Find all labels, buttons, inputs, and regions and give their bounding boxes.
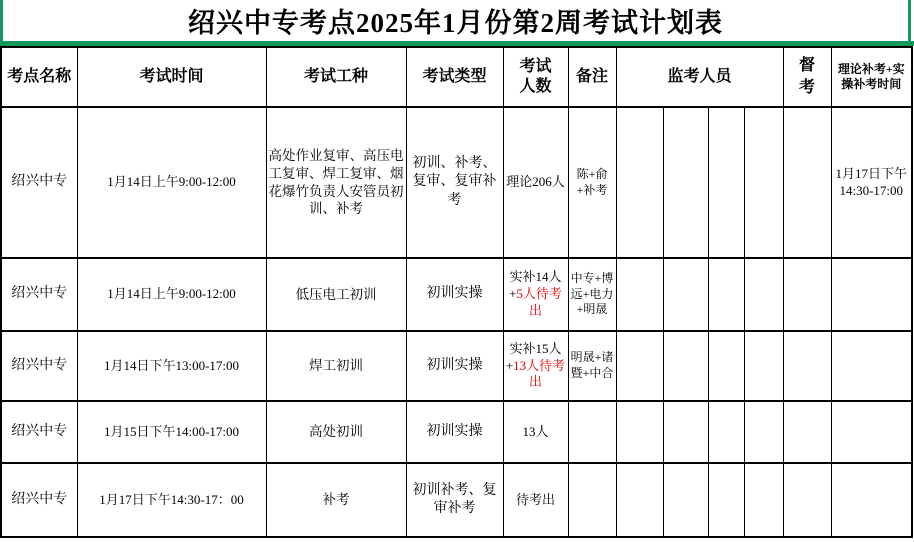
proctor-cell[interactable] (663, 331, 708, 401)
supervisor-cell[interactable] (783, 331, 831, 401)
header-site[interactable]: 考点名称 (1, 47, 77, 107)
note-cell[interactable]: 明晟+诸暨+中合 (568, 331, 616, 401)
page-title: 绍兴中专考点2025年1月份第2周考试计划表 (188, 8, 723, 38)
proctor-cell[interactable] (708, 331, 744, 401)
supervisor-cell[interactable] (783, 463, 831, 537)
proctor-cell[interactable] (744, 331, 783, 401)
count-black-text: 实补15人+ (505, 340, 562, 373)
proctor-cell[interactable] (744, 107, 783, 258)
header-type[interactable]: 考试类型 (406, 47, 503, 107)
count-cell[interactable] (503, 331, 568, 401)
title-bar (0, 0, 911, 41)
retake-cell[interactable] (831, 331, 912, 401)
proctor-cell[interactable] (708, 401, 744, 463)
trade-cell[interactable]: 焊工初训 (266, 331, 406, 401)
header-proctors[interactable]: 监考人员 (616, 47, 783, 107)
note-cell[interactable] (568, 463, 616, 537)
type-cell[interactable]: 初训补考、复审补考 (406, 463, 503, 537)
proctor-cell[interactable] (708, 463, 744, 537)
time-cell[interactable]: 1月15日下午14:00-17:00 (77, 401, 266, 463)
proctor-cell[interactable] (744, 258, 783, 331)
proctor-cell[interactable] (616, 463, 663, 537)
retake-cell[interactable] (831, 258, 912, 331)
count-cell[interactable] (503, 401, 568, 463)
trade-cell[interactable]: 补考 (266, 463, 406, 537)
count-black-text: 待考出 (515, 491, 555, 507)
table-row (1, 258, 912, 331)
count-red-text: 5人待考出 (516, 286, 562, 318)
proctor-cell[interactable] (663, 258, 708, 331)
note-cell[interactable]: 中专+博远+电力+明晟 (568, 258, 616, 331)
retake-cell[interactable] (831, 401, 912, 463)
site-cell[interactable]: 绍兴中专 (1, 258, 77, 331)
trade-cell[interactable]: 高处作业复审、高压电工复审、焊工复审、烟花爆竹负责人安管员初训、补考 (266, 107, 406, 258)
proctor-cell[interactable] (744, 463, 783, 537)
proctor-cell[interactable] (616, 331, 663, 401)
type-cell[interactable]: 初训实操 (406, 401, 503, 463)
header-retake[interactable]: 理论补考+实操补考时间 (831, 47, 912, 107)
retake-cell[interactable] (831, 463, 912, 537)
header-supervisor[interactable] (783, 47, 831, 107)
header-count[interactable] (503, 47, 568, 107)
proctor-cell[interactable] (616, 258, 663, 331)
exam-plan-table (0, 46, 913, 538)
time-cell[interactable]: 1月14日下午13:00-17:00 (77, 331, 266, 401)
header-count-label: 考试人数 (519, 57, 552, 95)
table-row (1, 331, 912, 401)
proctor-cell[interactable] (708, 258, 744, 331)
proctor-cell[interactable] (616, 107, 663, 258)
type-cell[interactable]: 初训、补考、复审、复审补考 (406, 107, 503, 258)
header-note[interactable]: 备注 (568, 47, 616, 107)
supervisor-cell[interactable] (783, 401, 831, 463)
type-cell[interactable]: 初训实操 (406, 258, 503, 331)
site-cell[interactable]: 绍兴中专 (1, 401, 77, 463)
count-cell[interactable] (503, 107, 568, 258)
table-row (1, 401, 912, 463)
table-row (1, 463, 912, 537)
note-cell[interactable]: 陈+俞+补考 (568, 107, 616, 258)
supervisor-cell[interactable] (783, 107, 831, 258)
header-time[interactable]: 考试时间 (77, 47, 266, 107)
retake-cell[interactable]: 1月17日下午14:30-17:00 (831, 107, 912, 258)
trade-cell[interactable]: 低压电工初训 (266, 258, 406, 331)
proctor-cell[interactable] (663, 401, 708, 463)
time-cell[interactable]: 1月14日上午9:00-12:00 (77, 107, 266, 258)
proctor-cell[interactable] (616, 401, 663, 463)
count-black-text: 13人 (522, 423, 549, 439)
count-cell[interactable] (503, 463, 568, 537)
supervisor-cell[interactable] (783, 258, 831, 331)
type-cell[interactable]: 初训实操 (406, 331, 503, 401)
header-trade[interactable]: 考试工种 (266, 47, 406, 107)
time-cell[interactable]: 1月14日上午9:00-12:00 (77, 258, 266, 331)
table-row (1, 107, 912, 258)
proctor-cell[interactable] (744, 401, 783, 463)
proctor-cell[interactable] (663, 463, 708, 537)
count-black-text: 实补14人+ (509, 269, 562, 302)
proctor-cell[interactable] (663, 107, 708, 258)
count-black-text: 理论206人 (506, 174, 565, 190)
trade-cell[interactable]: 高处初训 (266, 401, 406, 463)
site-cell[interactable]: 绍兴中专 (1, 463, 77, 537)
count-cell[interactable] (503, 258, 568, 331)
proctor-cell[interactable] (708, 107, 744, 258)
header-row (1, 47, 912, 107)
count-red-text: 13人待考出 (513, 357, 566, 390)
header-supervisor-label: 督考 (799, 57, 816, 96)
time-cell[interactable]: 1月17日下午14:30-17：00 (77, 463, 266, 537)
site-cell[interactable]: 绍兴中专 (1, 331, 77, 401)
note-cell[interactable] (568, 401, 616, 463)
site-cell[interactable]: 绍兴中专 (1, 107, 77, 258)
